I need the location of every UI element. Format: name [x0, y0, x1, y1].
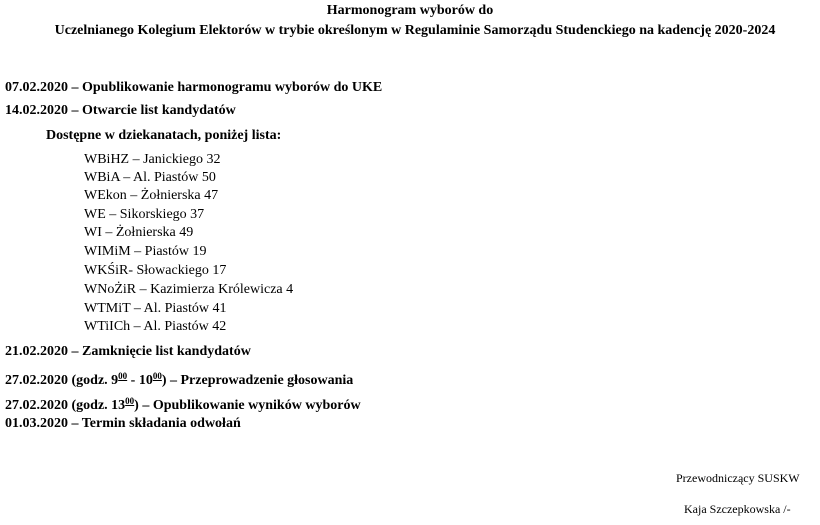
list-item: WKŚiR- Słowackiego 17	[84, 263, 227, 278]
signature-name: Kaja Szczepkowska /-	[684, 502, 791, 516]
schedule-item-appeals: 01.03.2020 – Termin składania odwołań	[5, 416, 241, 431]
results-date: 27.02.2020 (godz. 13	[5, 398, 126, 413]
list-item: WI – Żołnierska 49	[84, 225, 194, 240]
schedule-item-voting	[5, 367, 353, 390]
list-item: WIMiM – Piastów 19	[84, 244, 207, 259]
list-item: WTiICh – Al. Piastów 42	[84, 319, 227, 334]
list-item: WBiA – Al. Piastów 50	[84, 170, 216, 185]
voting-mid: - 10	[127, 373, 153, 388]
list-item: WBiHZ – Janickiego 32	[84, 152, 221, 167]
schedule-item-lists-close: 21.02.2020 – Zamknięcie list kandydatów	[5, 344, 251, 359]
voting-end-minutes: 00	[152, 371, 162, 381]
document-subtitle: Uczelnianego Kolegium Elektorów w trybie określonym w Regulaminie Samorządu Studenckiego na kadencję 2020-2024	[54, 23, 776, 38]
available-label: Dostępne w dziekanatach, poniżej lista:	[46, 128, 282, 143]
signature-role: Przewodniczący SUSKW	[676, 471, 800, 485]
list-item: WE – Sikorskiego 37	[84, 207, 205, 222]
results-minutes: 00	[125, 396, 135, 406]
document-title: Harmonogram wyborów do	[326, 3, 494, 18]
voting-date: 27.02.2020 (godz. 9	[5, 373, 119, 388]
schedule-item-publication: 07.02.2020 – Opublikowanie harmonogramu wyborów do UKE	[5, 80, 383, 95]
list-item: WNoŻiR – Kazimierza Królewicza 4	[84, 282, 294, 297]
voting-start-minutes: 00	[118, 371, 128, 381]
list-item: WEkon – Żołnierska 47	[84, 188, 219, 203]
list-item: WTMiT – Al. Piastów 41	[84, 301, 227, 316]
voting-description: ) – Przeprowadzenie głosowania	[161, 373, 354, 388]
schedule-item-results	[5, 392, 361, 415]
schedule-item-lists-open: 14.02.2020 – Otwarcie list kandydatów	[5, 103, 236, 118]
results-description: ) – Opublikowanie wyników wyborów	[134, 398, 361, 413]
